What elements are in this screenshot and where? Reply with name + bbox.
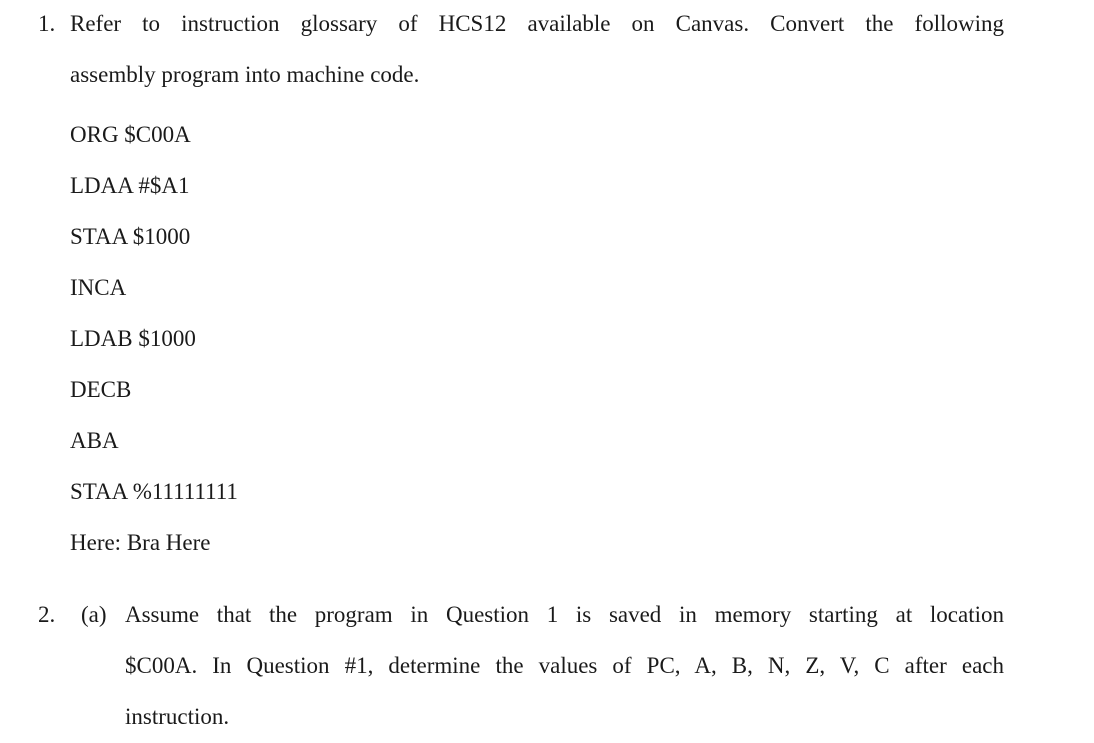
code-line-ldaa: LDAA #$A1 xyxy=(70,173,190,198)
question-2a-text-line-3: instruction. xyxy=(125,704,230,729)
question-2a-label: (a) xyxy=(81,602,107,627)
code-line-decb: DECB xyxy=(70,377,132,402)
code-line-staa-1000: STAA $1000 xyxy=(70,224,191,249)
question-1-text-line-1: Refer to instruction glossary of HCS12 available on Canvas. Convert the following xyxy=(70,11,1004,36)
code-line-ldab: LDAB $1000 xyxy=(70,326,196,351)
code-line-here-bra: Here: Bra Here xyxy=(70,530,211,555)
code-line-aba: ABA xyxy=(70,428,119,453)
question-1-text-line-2: assembly program into machine code. xyxy=(70,62,420,87)
code-line-inca: INCA xyxy=(70,275,127,300)
code-line-staa-binary: STAA %11111111 xyxy=(70,479,238,504)
question-2a-text-line-1: Assume that the program in Question 1 is saved in memory starting at location xyxy=(125,602,1004,627)
assembly-program xyxy=(70,123,238,582)
question-1-number: 1. xyxy=(38,11,56,36)
question-2-number: 2. xyxy=(38,602,56,627)
code-line-org: ORG $C00A xyxy=(70,122,191,147)
question-2a-text-line-2: $C00A. In Question #1, determine the values of PC, A, B, N, Z, V, C after each xyxy=(125,653,1004,678)
